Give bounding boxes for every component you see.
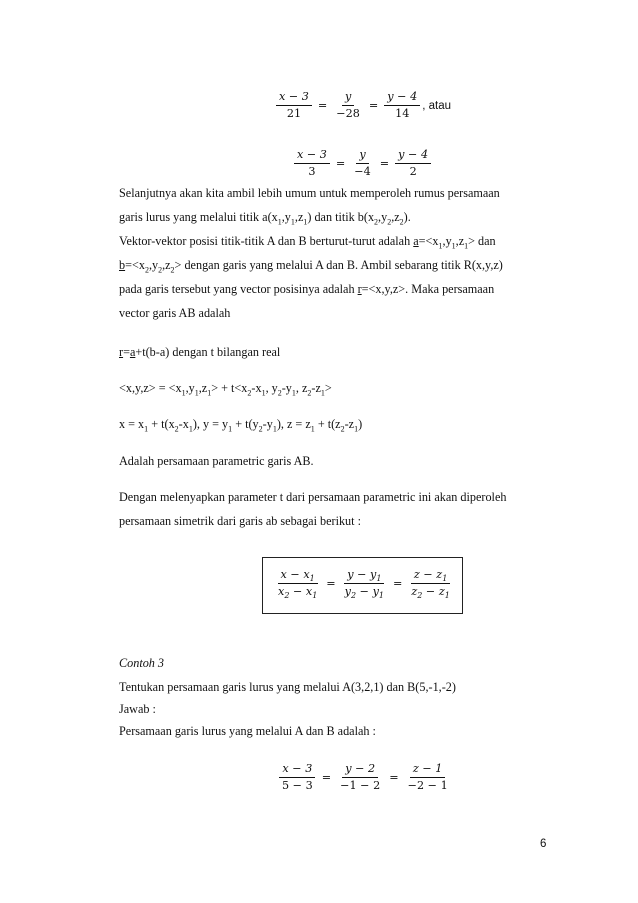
paragraph-line: Selanjutnya akan kita ambil lebih umum untuk memperoleh rumus persamaan xyxy=(119,186,500,200)
component-equation: $<x,y,z> = <x_1,y_1,z_1> + t<x_2-x_1$, $y_2-y_1$, $z_2-z_1>$ xyxy=(119,381,332,398)
fraction: $\frac{\text{𝑦 − 2}}{-1 - 2}$ xyxy=(340,762,381,792)
vector-equation: r=a+t(b-a) dengan t bilangan real xyxy=(119,345,281,359)
paragraph-line: garis lurus yang melalui titik $a(x_1,y_1,z_1)$ dan titik $b(x_2,y_2,z_2)$. xyxy=(119,210,411,227)
paragraph-line: Vektor-vektor posisi titik-titik A dan B berturut-turut adalah $a=<x_1,y_1,z_1>$ dan xyxy=(119,234,496,251)
paragraph-line: pada garis tersebut yang vector posisinya adalah r=<x,y,z>. Maka persamaan xyxy=(119,282,495,296)
fraction: $\frac{\text{𝑥 − 3}}{5 - 3}$ xyxy=(279,762,316,793)
fraction: $\frac{\text{𝑥 − 3}}{21}$ xyxy=(276,90,312,121)
answer-label: Jawab : xyxy=(119,702,156,716)
example-question: Tentukan persamaan garis lurus yang melalui A(3,2,1) dan B(5,-1,-2) xyxy=(119,680,456,694)
symmetric-equation: $\frac{𝑥 - 𝑥_1}{𝑥_2 - 𝑥_1}$ = $\frac{𝑦 - 𝑦_1}{𝑦_2 - 𝑦_1}$ = $\frac{𝑧 - 𝑧_1}{𝑧_2 - 𝑧_1}$ xyxy=(273,568,455,599)
paragraph-line: Dengan melenyapkan parameter t dari persamaan parametric ini akan diperoleh xyxy=(119,490,507,504)
fraction: $\frac{\text{𝑦}}{-28}$ xyxy=(336,90,360,120)
fraction: $\frac{\text{𝑧 − 1}}{-2 - 1}$ xyxy=(407,762,448,792)
equation-suffix: , atau xyxy=(422,99,452,112)
example-title: Contoh 3 xyxy=(119,656,165,670)
equation-line-2: $\frac{\text{𝑥 − 3}}{3}$ = $\frac{\text{𝑦}}{-4}$ = $\frac{\text{𝑦 − 4}}{2}$ xyxy=(292,148,433,179)
fraction: $\frac{\text{𝑦 − 4}}{2}$ xyxy=(395,148,431,179)
page-number: 6 xyxy=(540,838,547,850)
fraction: $\frac{\text{𝑦 − 4}}{14}$ xyxy=(384,90,420,121)
parametric-equation: $x = x_1 + t(x_2-x_1)$, $y = y_1 + t(y_2-y_1)$, $z = z_1 + t(z_2-z_1)$ xyxy=(119,417,363,434)
paragraph-line: vector garis AB adalah xyxy=(119,306,231,320)
fraction: $\frac{𝑧 - 𝑧_1}{𝑧_2 - 𝑧_1}$ xyxy=(411,568,450,601)
fraction: $\frac{𝑥 - 𝑥_1}{𝑥_2 - 𝑥_1}$ xyxy=(278,568,318,601)
fraction: $\frac{𝑦 - 𝑦_1}{𝑦_2 - 𝑦_1}$ xyxy=(344,568,384,601)
paragraph-line: $b=<x_2,y_2,z_2>$ dengan garis yang melalui A dan B. Ambil sebarang titik R(x,y,z) xyxy=(119,258,503,275)
answer-intro: Persamaan garis lurus yang melalui A dan B adalah : xyxy=(119,724,376,738)
paragraph-line: Adalah persamaan parametric garis AB. xyxy=(119,454,314,468)
equation-line-3: $\frac{\text{𝑥 − 3}}{5 - 3}$ = $\frac{\text{𝑦 − 2}}{-1 - 2}$ = $\frac{\text{𝑧 − 1}}{-2 - 1}$ xyxy=(277,762,453,793)
equation-line-1: $\frac{\text{𝑥 − 3}}{21}$ = $\frac{\text{𝑦}}{-28}$ = $\frac{\text{𝑦 − 4}}{14}$ , atau xyxy=(274,90,451,121)
fraction: $\frac{\text{𝑥 − 3}}{3}$ xyxy=(294,148,330,179)
fraction: $\frac{\text{𝑦}}{-4}$ xyxy=(354,148,371,178)
paragraph-line: persamaan simetrik dari garis ab sebagai berikut : xyxy=(119,514,361,528)
